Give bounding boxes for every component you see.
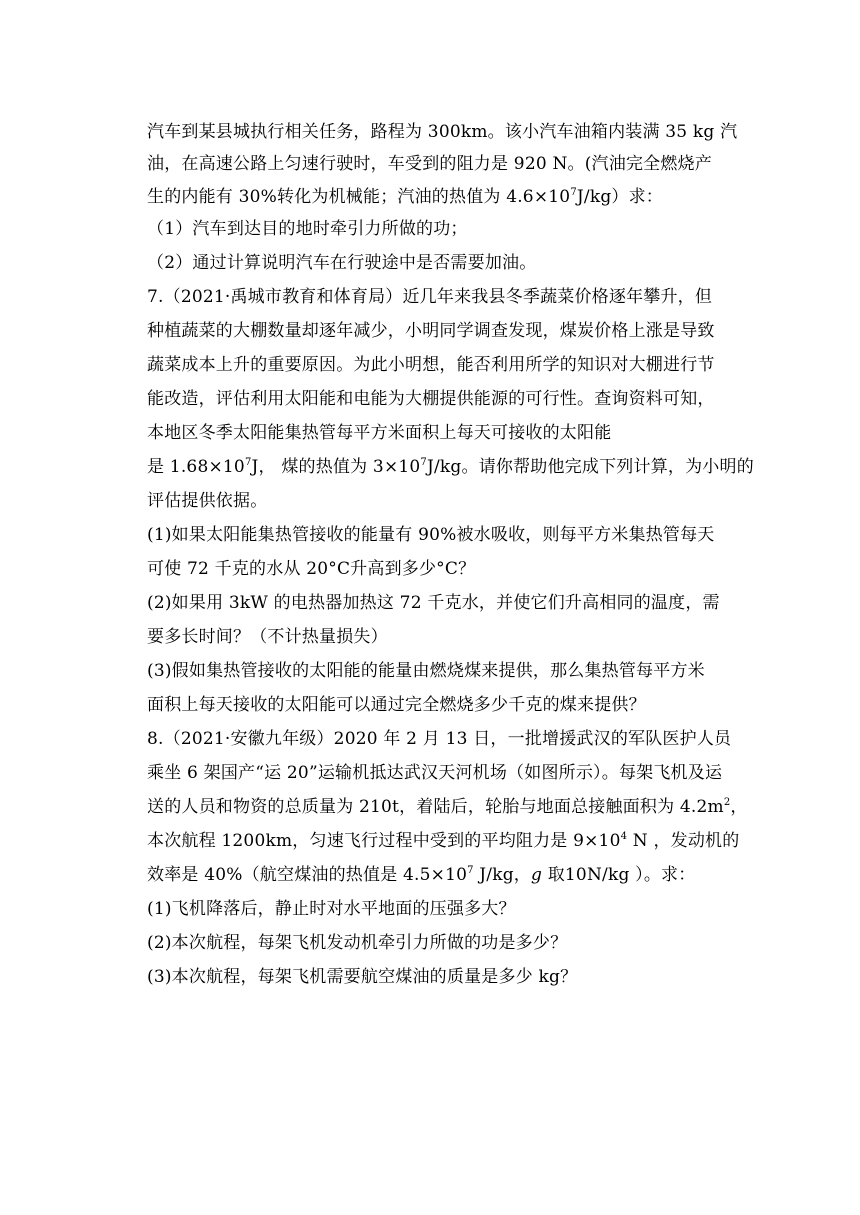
text-line: 油，在高速公路上匀速行驶时，车受到的阻力是 920 N。(汽油完全燃烧产 [147, 154, 712, 174]
text-line: 汽车到某县城执行相关任务，路程为 300km。该小汽车油箱内装满 35 kg 汽 [147, 122, 738, 142]
text-line: 面积上每天接收的太阳能可以通过完全燃烧多少千克的煤来提供？ [147, 695, 646, 715]
text-line: 评估提供依据。 [147, 491, 268, 511]
text-line: (2)如果用 3kW 的电热器加热这 72 千克水，并使它们升高相同的温度，需 [147, 593, 720, 613]
text-line: 生的内能有 30%转化为机械能；汽油的热值为 $4.6\times 10^7J/kg$）求： [147, 187, 664, 207]
text-line: 是 $1.68\times 10^7J$， 煤的热值为 $3\times 10^7J/kg$。请你帮助他完成下列计算，为小明的 [147, 457, 754, 477]
text-line: 种植蔬菜的大棚数量却逐年减少，小明同学调查发现，煤炭价格上涨是导致 [147, 321, 715, 341]
text-line: 本地区冬季太阳能集热管每平方米面积上每天可接收的太阳能 [147, 423, 612, 443]
text-line: （2）通过计算说明汽车在行驶途中是否需要加油。 [147, 253, 537, 273]
text-line: 效率是 40%（航空煤油的热值是 $4.5\times 10^7$ J/kg，g 取10N/kg ）。求： [147, 865, 696, 885]
text-line: (3)假如集热管接收的太阳能的能量由燃烧煤来提供，那么集热管每平方米 [147, 661, 705, 681]
text-line: 本次航程 1200km，匀速飞行过程中受到的平均阻力是 $9\times 10^4$ N ，发动机的 [147, 831, 740, 851]
question-8-title: 8.（2021·安徽九年级）2020 年 2 月 13 日，一批增援武汉的军队医护人员 [147, 729, 732, 749]
text-line: 可使 72 千克的水从 20°C升高到多少°C？ [147, 559, 476, 579]
text-line: (2)本次航程，每架飞机发动机牵引力所做的功是多少？ [147, 933, 568, 953]
text-line: 要多长时间？（不计热量损失） [147, 627, 388, 647]
text-line: (1)如果太阳能集热管接收的能量有 90%被水吸收，则每平方米集热管每天 [147, 525, 715, 545]
text-line: (1)飞机降落后，静止时对水平地面的压强多大？ [147, 899, 516, 919]
text-line: 能改造，评估利用太阳能和电能为大棚提供能源的可行性。查询资料可知， [147, 389, 715, 409]
text-line: (3)本次航程，每架飞机需要航空煤油的质量是多少 kg？ [147, 967, 578, 987]
text-line: 蔬菜成本上升的重要原因。为此小明想，能否利用所学的知识对大棚进行节 [147, 355, 715, 375]
text-line: 送的人员和物资的总质量为 210t，着陆后，轮胎与地面总接触面积为 $4.2m^2$， [147, 797, 748, 817]
text-line: 乘坐 6 架国产“运 20”运输机抵达武汉天河机场（如图所示）。每架飞机及运 [147, 763, 723, 783]
question-7-title: 7.（2021·禹城市教育和体育局）近几年来我县冬季蔬菜价格逐年攀升，但 [147, 287, 713, 307]
text-line: （1）汽车到达目的地时牵引力所做的功； [147, 219, 468, 239]
